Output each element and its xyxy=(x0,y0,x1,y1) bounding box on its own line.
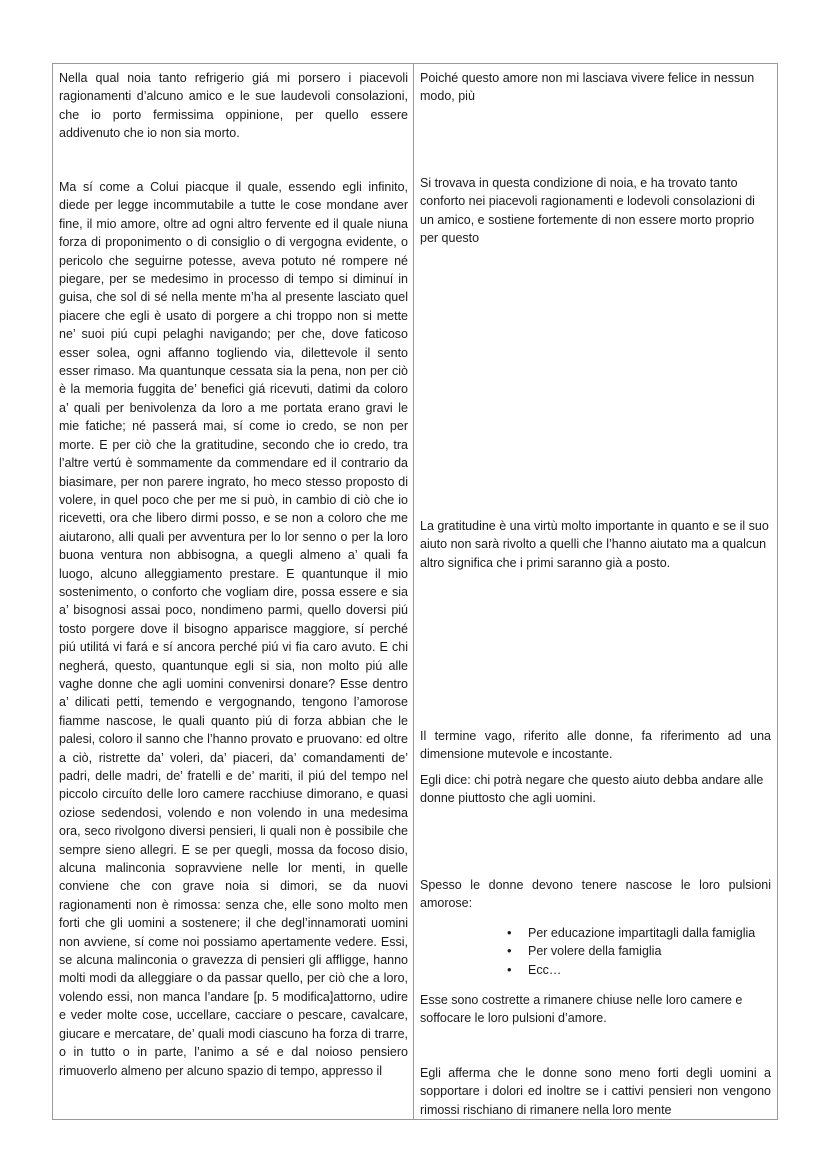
original-paragraph-2: Ma sí come a Colui piacque il quale, essendo egli infinito, diede per legge incommutabile a tutte le cose mondane aver fine, il mio amore, oltre ad ogni altro fervente ed il quale niuna forza di proponimento o di consiglio o di vergogna evidente, o pericolo che seguirne potesse, aveva potuto né rompere né piegare, per se medesimo in processo di tempo si diminuí in guisa, che sol di sé nella mente m’ha al presente lasciato quel piacere che egli è usato di porgere a chi troppo non si mette ne’ suoi piú cupi pelaghi navigando; per che, dove faticoso esser solea, ogni affanno togliendo via, dilettevole il sento esser rimaso. Ma quantunque cessata sia la pena, non per ciò è la memoria fuggita de’ benefici giá ricevuti, datimi da coloro a’ quali per benivolenza da loro a me portata erano gravi le mie fatiche; né passerá mai, sí come io credo, se non per morte. E per ciò che la gratitudine, secondo che io credo, tra l’altre vertú è sommamente da commendare ed il contrario da biasimare, per non parere ingrato, ho meco stesso proposto di volere, in quel poco che per me si può, in cambio di ciò che io ricevetti, ora che libero dirmi posso, e se non a coloro che me aiutarono, alli quali per avventura per lo lor senno o per la loro buona ventura non abbisogna, a quegli almeno a’ quali fa luogo, alcuno alleggiamento prestare. E quantunque il mio sostenimento, o conforto che vogliam dire, possa essere e sia a’ bisognosi assai poco, nondimeno parmi, quello doversi piú tosto porgere dove il bisogno apparisce maggiore, sí perché piú utilitá vi fará e sí ancora perché piú vi fia caro avuto. E chi negherá, questo, quantunque egli si sia, non molto piú alle vaghe donne che agli uomini convenirsi donare? Esse dentro a’ dilicati petti, temendo e vergognando, tengono l’amorose fiamme nascose, le quali quanto piú di forza abbian che le palesi, coloro il sanno che l’hanno provato e pruovano: ed oltre a ciò, ristrette da’ voleri, da’ piaceri, da’ comandamenti de’ padri, delle madri, de’ fratelli e de’ mariti, il piú del tempo nel piccolo circuíto delle loro camere racchiuse dimorano, e quasi oziose sedendosi, volendo e non volendo in una medesima ora, seco rivolgono diversi pensieri, li quali non è possibile che sempre sieno allegri. E se per quegli, mossa da focoso disio, alcuna malinconia sopravviene nelle lor menti, in quelle conviene che con grave noia si dimori, se da nuovi ragionamenti non è rimossa: senza che, elle sono molto men forti che gli uomini a sostenere; il che degl’innamorati uomini non avviene, sí come noi possiamo apertamente vedere. Essi, se alcuna malinconia o gravezza di pensieri gli affligge, hanno molti modi da alleggiare o da passar quello, per ciò che a loro, volendo essi, non manca l’andare [p. 5 modifica]attorno, udire e veder molte cose, uccellare, cacciare o pescare, cavalcare, giucare e mercatare, de’ quali modi ciascuno ha forza di trarre, o in tutto o in parte, l’animo a sé e dal noioso pensiero rimuoverlo almeno per alcuno spazio di tempo, appresso il xyxy=(59,180,408,1078)
list-item: • Per volere della famiglia xyxy=(504,942,764,960)
note-4: Il termine vago, riferito alle donne, fa riferimento ad una dimensione mutevole e incostante. xyxy=(420,729,771,762)
note-1: Poiché questo amore non mi lasciava vivere felice in nessun modo, più xyxy=(420,71,755,104)
bullet-list xyxy=(504,924,764,979)
note-8: Egli afferma che le donne sono meno forti degli uomini a sopportare i dolori ed inoltre se i cattivi pensieri non vengono rimossi rischiano di rimanere nella loro mente xyxy=(420,1066,771,1117)
note-2: Si trovava in questa condizione di noia, e ha trovato tanto conforto nei piacevoli ragionamenti e lodevoli consolazioni di un amico, e sostiene fortemente di non essere morto proprio per questo xyxy=(420,176,755,246)
two-column-table xyxy=(52,63,778,1120)
note-7: Esse sono costrette a rimanere chiuse nelle loro camere e soffocare le loro pulsioni d’amore. xyxy=(420,993,743,1026)
note-3: La gratitudine è una virtù molto importante in quanto e se il suo aiuto non sarà rivolto a quelli che l’hanno aiutato ma a qualcun altro significa che i primi saranno già a posto. xyxy=(420,519,769,570)
note-5: Egli dice: chi potrà negare che questo aiuto debba andare alle donne piuttosto che agli uomini. xyxy=(420,773,764,806)
notes-column xyxy=(414,64,777,1119)
list-item: • Ecc… xyxy=(504,961,764,979)
note-6: Spesso le donne devono tenere nascose le loro pulsioni amorose: xyxy=(420,878,771,911)
list-item: • Per educazione impartitagli dalla famiglia xyxy=(504,924,764,942)
original-text-column xyxy=(53,64,414,1119)
original-paragraph-1: Nella qual noia tanto refrigerio giá mi porsero i piacevoli ragionamenti d’alcuno amico e le sue laudevoli consolazioni, che io porto fermissima oppinione, per quello essere addivenuto che io non sia morto. xyxy=(59,71,408,141)
